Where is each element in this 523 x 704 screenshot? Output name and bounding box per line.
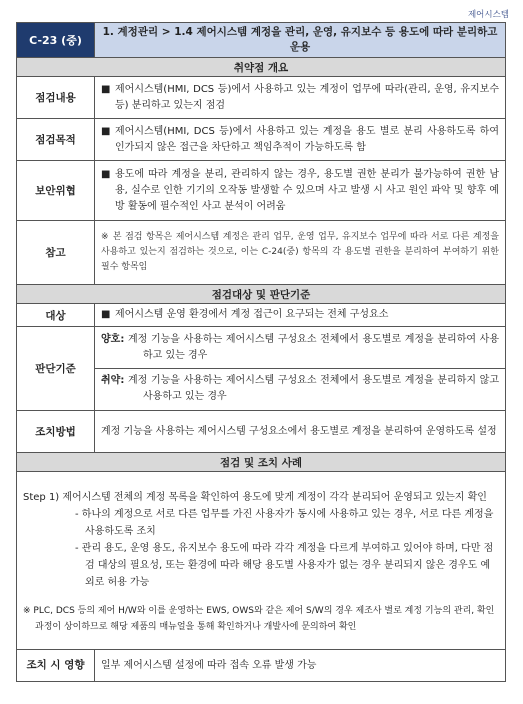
- item-id: C-23 (중): [17, 23, 95, 58]
- criteria-label: 판단기준: [17, 327, 95, 411]
- reference-label: 참고: [17, 221, 95, 285]
- bullet-icon: ■: [101, 309, 111, 320]
- bad-text: 계정 기능을 사용하는 제어시스템 구성요소 전체에서 용도별로 계정을 분리하지 않고 사용하고 있는 경우: [124, 375, 499, 402]
- action-label: 조치방법: [17, 411, 95, 453]
- content-text: 제어시스템(HMI, DCS 등)에서 사용하고 있는 계정이 업무에 따라(관리, 운영, 유지보수 등) 분리하고 있는지 점검: [115, 83, 499, 111]
- good-text: 계정 기능을 사용하는 제어시스템 구성요소 전체에서 용도별로 계정을 분리하여 사용하고 있는 경우: [124, 334, 499, 361]
- threat-text: 용도에 따라 계정을 분리, 관리하지 않는 경우, 용도별 권한 분리가 불가능하여 권한 남용, 실수로 인한 기기의 오작동 발생할 수 있으며 사고 발생 시 사고 원인 파악 및 향후 예방 활동에 필수적인 사고 분석이 어려움: [115, 168, 499, 212]
- threat-label: 보안위협: [17, 161, 95, 221]
- footnote: ※ PLC, DCS 등의 제어 H/W와 이를 운영하는 EWS, OWS와 같은 제어 S/W의 경우 제조사 별로 계정 기능의 관리, 확인 과정이 상이하므로 해당 제품의 매뉴얼을 통해 확인하거나 개발사에 문의하여 확인: [23, 605, 495, 632]
- purpose-text: 제어시스템(HMI, DCS 등)에서 사용하고 있는 계정을 용도 별로 분리 사용하도록 하여 인가되지 않은 접근을 차단하고 책임추적이 가능하도록 함: [115, 125, 499, 153]
- impact-text: 일부 제어시스템 설정에 따라 접속 오류 발생 가능: [95, 650, 506, 682]
- bullet-icon: ■: [101, 83, 111, 95]
- bullet-icon: ■: [101, 125, 111, 137]
- step-1-sub-2: - 관리 용도, 운영 용도, 유지보수 용도에 따라 각각 계정을 다르게 부여하고 있어야 하며, 다만 점검 대상의 필요성, 또는 환경에 따라 해당 용도별 사용자가 없는 경우 분리되지 않은 경우도 예외로 허용 가능: [75, 542, 494, 588]
- section-overview: 취약점 개요: [17, 58, 506, 77]
- good-label: 양호:: [101, 334, 125, 345]
- bad-label: 취약:: [101, 375, 125, 386]
- target-text: 제어시스템 운영 환경에서 계정 접근이 요구되는 전체 구성요소: [115, 309, 389, 320]
- section-target-criteria: 점검대상 및 판단기준: [17, 285, 506, 304]
- impact-label: 조치 시 영향: [17, 650, 95, 682]
- criteria-good: [95, 328, 505, 369]
- purpose-label: 점검목적: [17, 119, 95, 161]
- section-cases: 점검 및 조치 사례: [17, 453, 506, 472]
- bullet-icon: ■: [101, 168, 111, 180]
- header-tag: 제어시스템: [467, 10, 509, 20]
- inspection-sheet: [16, 22, 506, 682]
- criteria-bad: [95, 369, 505, 409]
- steps-cell: [17, 472, 506, 650]
- purpose-cell: [95, 119, 506, 161]
- reference-text: ※ 본 점검 항목은 제어시스템 계정은 관리 업무, 운영 업무, 유지보수 업무에 따라 서로 다른 계정을 사용하고 있는지 점검하는 것으로, 이는 C-24(중) 항목의 각 용도별 권한을 분리하여 부여하기 위한 필수 항목임: [95, 221, 506, 285]
- content-label: 점검내용: [17, 77, 95, 119]
- item-title: 1. 계정관리 > 1.4 제어시스템 계정을 관리, 운영, 유지보수 등 용도에 따라 분리하고 운용: [95, 23, 506, 58]
- action-text: 계정 기능을 사용하는 제어시스템 구성요소에서 용도별로 계정을 분리하여 운영하도록 설정: [95, 411, 506, 453]
- content-cell: [95, 77, 506, 119]
- step-1-sub-1: - 하나의 계정으로 서로 다른 업무를 가진 사용자가 동시에 사용하고 있는 경우, 서로 다른 계정을 사용하도록 조치: [75, 508, 494, 537]
- target-label: 대상: [17, 304, 95, 327]
- target-cell: [95, 304, 506, 327]
- threat-cell: [95, 161, 506, 221]
- criteria-cell: [95, 327, 506, 411]
- step-1: Step 1) 제어시스템 전체의 계정 목록을 확인하여 용도에 맞게 계정이 각각 분리되어 운영되고 있는지 확인: [23, 491, 487, 503]
